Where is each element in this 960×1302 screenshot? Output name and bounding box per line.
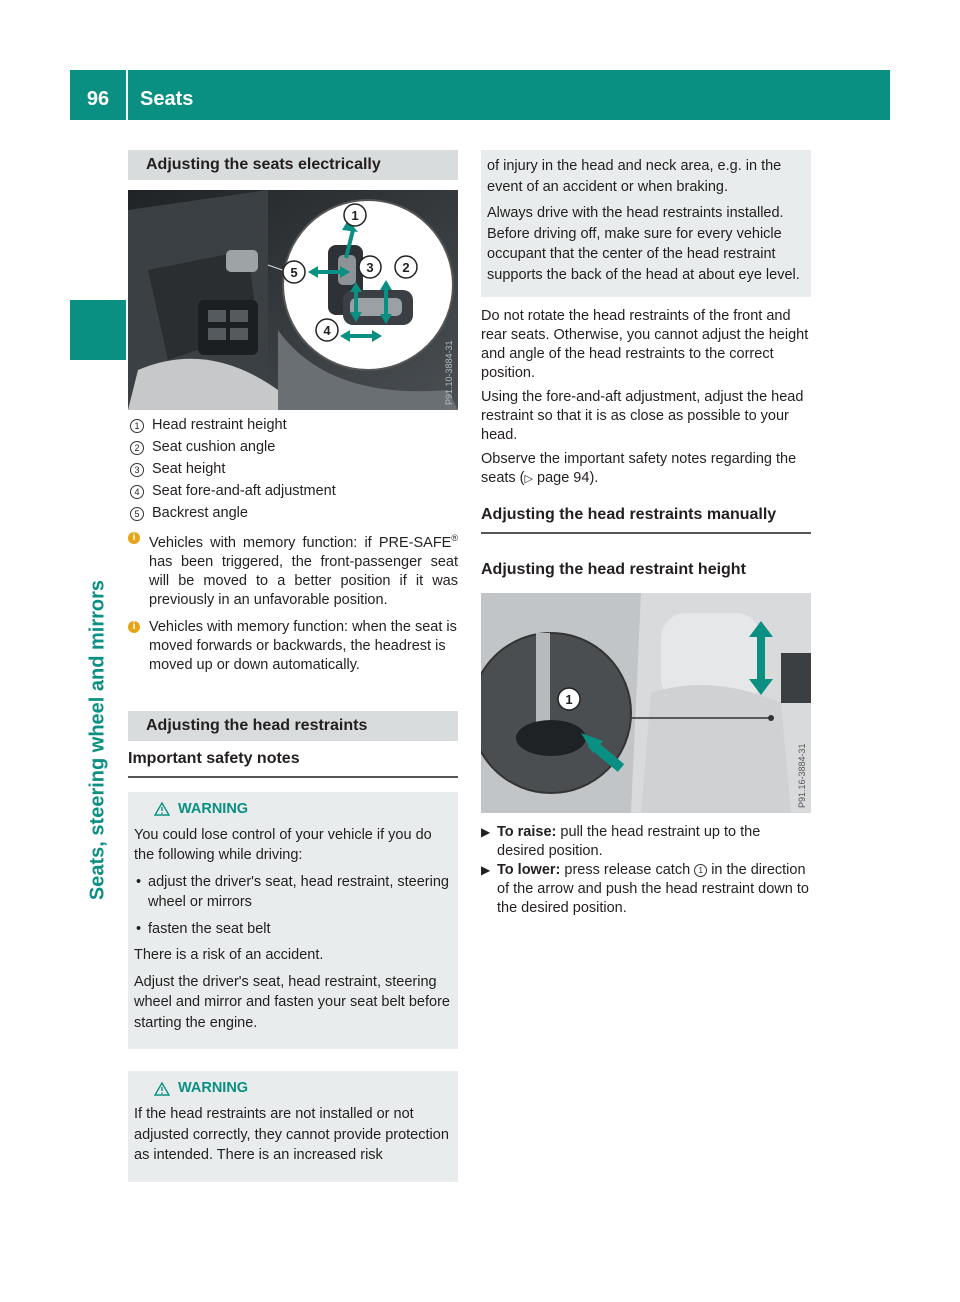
page-title: Seats [140, 88, 194, 110]
seat-controls-figure [128, 190, 458, 410]
figure-code: P91.10-3884-31 [444, 340, 454, 405]
step-lower: ▶ To lower: press release catch 1 in the direction of the arrow and push the head restraint down to the desired position. [481, 862, 809, 916]
side-chapter-label: Seats, steering wheel and mirrors [86, 579, 109, 901]
paragraph: Do not rotate the head restraints of the front and rear seats. Otherwise, you cannot adjust the height and angle of the head restraints to the correct position. [481, 308, 809, 381]
warning-box-1: WARNING You could lose control of your vehicle if you do the following while driving: • adjust the driver's seat, head restraint, steering wheel or mirrors • fasten the seat belt There is a risk of an accident. Adjust the driver's seat, head restraint, steering wheel and mirror and fasten your seat belt before starting the engine. [128, 792, 458, 1050]
legend-item: 2 Seat cushion angle [128, 438, 458, 457]
heading-restraints: Adjusting the head restraints [128, 711, 458, 741]
paragraph-reference: Observe the important safety notes regarding the seats (▷ page 94). [481, 451, 797, 486]
head-restraint-figure [481, 593, 811, 813]
legend-list [128, 416, 458, 523]
seat-controls-illustration [128, 190, 458, 410]
svg-text:3: 3 [366, 260, 374, 275]
svg-text:4: 4 [323, 323, 331, 338]
heading-manual: Adjusting the head restraints manually [481, 505, 811, 534]
info-note-headrest: i Vehicles with memory function: when the seat is moved forwards or backwards, the headrest is moved up or down automatically. [128, 618, 458, 675]
left-column [128, 150, 458, 1182]
info-icon: i [128, 532, 140, 544]
header-separator [126, 70, 128, 120]
warning-triangle-icon [154, 1082, 170, 1096]
heading-safety: Important safety notes [128, 749, 458, 778]
callout-number: 1 [565, 692, 573, 707]
svg-text:1: 1 [351, 208, 359, 223]
instruction-steps [481, 823, 811, 918]
legend-item: 1 Head restraint height [128, 416, 458, 435]
svg-text:2: 2 [402, 260, 410, 275]
step-arrow-icon: ▶ [481, 825, 491, 839]
head-restraint-illustration [481, 593, 811, 813]
warning-continued: of injury in the head and neck area, e.g. in the event of an accident or when braking. Always drive with the head restraints installed. Before driving off, make sure for every vehicle occupant that the center of the head restraint supports the back of the head at about eye level. [481, 150, 811, 297]
figure-code: P91.16-3884-31 [797, 743, 807, 808]
heading-height: Adjusting the head restraint height [481, 561, 746, 578]
step-arrow-icon: ▶ [481, 863, 491, 877]
legend-item: 4 Seat fore-and-aft adjustment [128, 482, 458, 501]
side-tab [70, 300, 126, 360]
legend-item: 3 Seat height [128, 460, 458, 479]
heading-electric: Adjusting the seats electrically [128, 150, 458, 180]
info-icon: i [128, 621, 140, 633]
info-note-presafe: i Vehicles with memory function: if PRE-SAFE® has been triggered, the front-passenger seat will be moved to a better position if it was previously in an unfavorable position. [128, 529, 458, 610]
paragraph: Using the fore-and-aft adjustment, adjust the head restraint so that it is as close as possible to your head. [481, 389, 804, 443]
right-column [481, 150, 811, 918]
svg-text:5: 5 [290, 265, 298, 280]
page-number: 96 [86, 88, 110, 110]
warning-triangle-icon [154, 802, 170, 816]
legend-item: 5 Backrest angle [128, 504, 458, 523]
step-raise: ▶ To raise: pull the head restraint up to the desired position. [481, 824, 761, 859]
warning-box-2: WARNING If the head restraints are not installed or not adjusted correctly, they cannot provide protection as intended. There is an increased risk [128, 1071, 458, 1182]
